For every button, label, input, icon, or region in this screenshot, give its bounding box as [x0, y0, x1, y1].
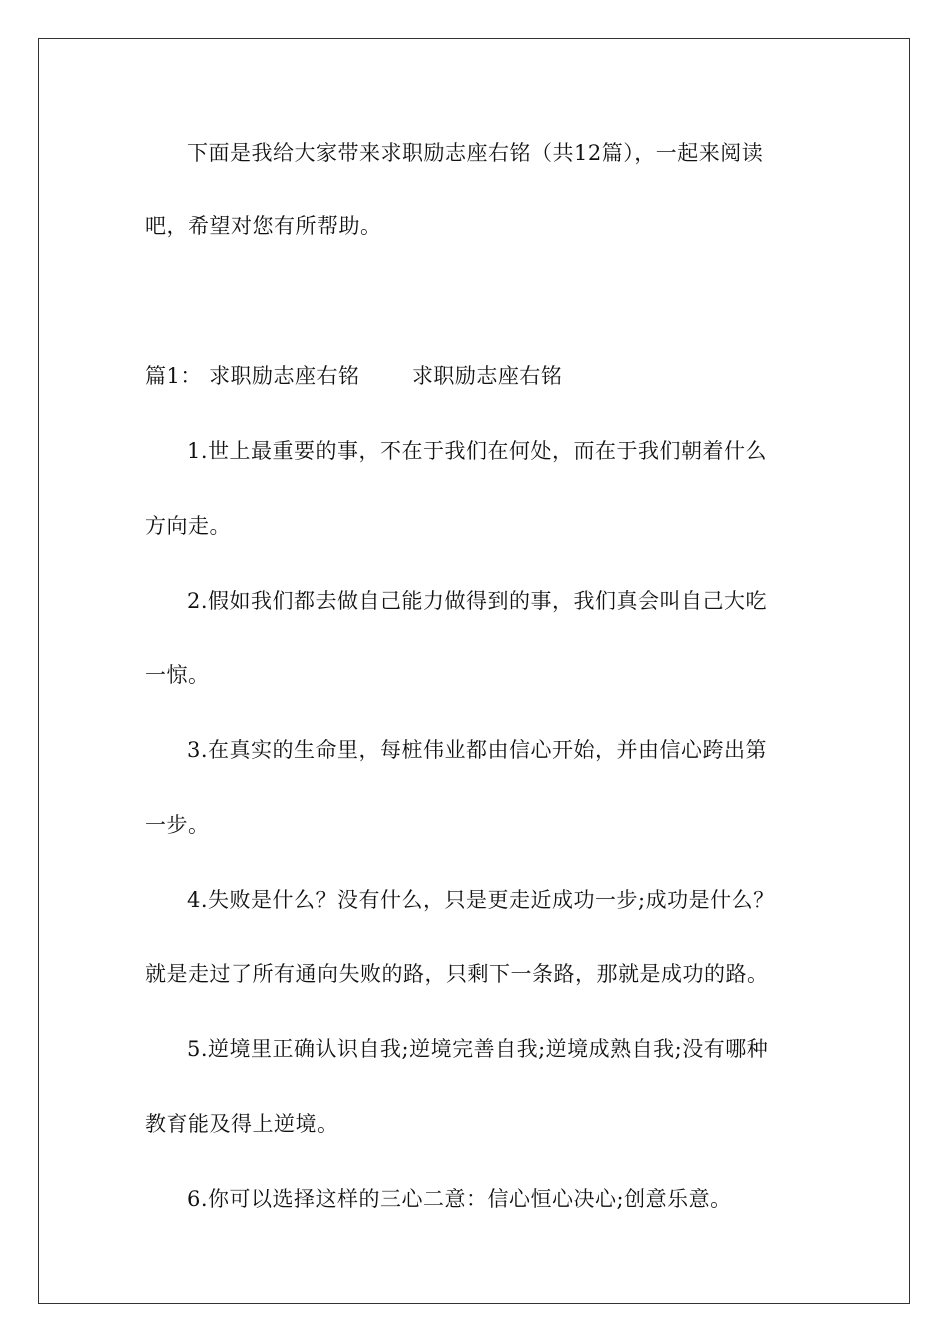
- section-label: 篇1：: [145, 364, 202, 388]
- intro-line-1: 下面是我给大家带来求职励志座右铭（共12篇），一起来阅读: [187, 141, 764, 165]
- item-1-line-2: 方向走。: [145, 514, 231, 538]
- intro-line-2: 吧，希望对您有所帮助。: [145, 214, 382, 238]
- item-5-line-1: 5.逆境里正确认识自我;逆境完善自我;逆境成熟自我;没有哪种: [187, 1037, 769, 1061]
- item-4-line-1: 4.失败是什么？没有什么，只是更走近成功一步;成功是什么？: [187, 888, 775, 912]
- section-subtitle: 求职励志座右铭: [411, 364, 563, 388]
- item-2-line-1: 2.假如我们都去做自己能力做得到的事，我们真会叫自己大吃: [187, 589, 768, 613]
- item-3-line-1: 3.在真实的生命里，每桩伟业都由信心开始，并由信心跨出第: [187, 738, 768, 762]
- section-heading: [145, 362, 562, 390]
- item-1-line-1: 1.世上最重要的事，不在于我们在何处，而在于我们朝着什么: [187, 439, 768, 463]
- item-4-line-2: 就是走过了所有通向失败的路，只剩下一条路，那就是成功的路。: [145, 962, 769, 986]
- item-3-line-2: 一步。: [145, 813, 210, 837]
- section-title: 求职励志座右铭: [209, 364, 360, 388]
- item-6-line-1: 6.你可以选择这样的三心二意：信心恒心决心;创意乐意。: [187, 1187, 732, 1211]
- item-5-line-2: 教育能及得上逆境。: [145, 1112, 339, 1136]
- item-2-line-2: 一惊。: [145, 663, 210, 687]
